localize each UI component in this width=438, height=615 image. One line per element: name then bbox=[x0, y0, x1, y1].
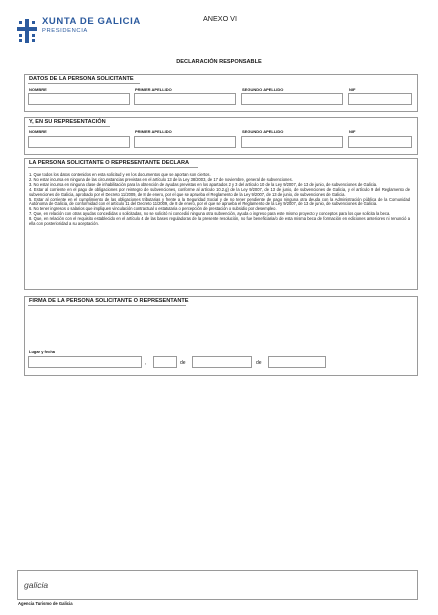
applicant-section-rule bbox=[28, 83, 140, 84]
document-title: DECLARACIÓN RESPONSABLE bbox=[176, 59, 262, 65]
applicant-first-surname-field[interactable] bbox=[134, 93, 236, 105]
representative-section-rule bbox=[28, 126, 110, 127]
representative-id-field[interactable] bbox=[348, 136, 412, 148]
declaration-item: 1. Que todos los datos contenidos en esta solicitud y en los documentos que se aportan son ciertos. bbox=[29, 172, 211, 177]
date-de-1: de bbox=[180, 360, 186, 366]
footer-frame bbox=[17, 570, 418, 600]
applicant-name-field[interactable] bbox=[28, 93, 130, 105]
date-de-2: de bbox=[256, 360, 262, 366]
place-date-label: Lugar y fecha bbox=[29, 349, 56, 354]
month-field[interactable] bbox=[192, 356, 252, 368]
galicia-logo: galicia bbox=[24, 580, 49, 590]
applicant-second-surname-field[interactable] bbox=[241, 93, 343, 105]
applicant-section-title: DATOS DE LA PERSONA SOLICITANTE bbox=[29, 76, 134, 82]
signature-section-rule bbox=[28, 305, 186, 306]
applicant-second-surname-label: SEGUNDO APELLIDO bbox=[242, 87, 284, 92]
footer-agency: Agencia Turismo de Galicia bbox=[18, 601, 73, 606]
declaration-item: 5. Estar al corriente en el cumplimiento de las obligaciones tributarias y frente a la Seguridad Social y de no tener pendiente de pago ninguna otra deuda con la Administración pública de la Comunidad Autónoma de Galicia, de conformidad con el artículo 11 del Decreto 11/2009, de 8 de enero, por el que se aprueba el Reglamento de la Ley 9/2007, de 13 de junio, de subvenciones de Galicia. bbox=[29, 196, 410, 207]
representative-first-surname-label: PRIMER APELLIDO bbox=[135, 129, 172, 134]
signature-section-title: FIRMA DE LA PERSONA SOLICITANTE O REPRESENTANTE bbox=[29, 298, 189, 304]
applicant-name-label: NOMBRE bbox=[29, 87, 47, 92]
org-unit: PRESIDENCIA bbox=[42, 28, 88, 34]
declaration-item: 3. No estar incursa en ninguna clase de inhabilitación para la obtención de ayudas previstas en los apartados 2 y 3 del artículo 10 de la Ley 9/2007, de 13 de junio, de subvenciones de Galicia. bbox=[29, 182, 378, 188]
applicant-first-surname-label: PRIMER APELLIDO bbox=[135, 87, 172, 92]
date-comma: , bbox=[145, 360, 147, 366]
declaration-section-rule bbox=[28, 167, 198, 168]
declaration-item: 6. No tener ingresos o salarios que impliquen vinculación contractual o estatutaria o percepción de prestación o subsidio por desempleo. bbox=[29, 206, 277, 212]
representative-id-label: NIF bbox=[349, 129, 356, 134]
representative-first-surname-field[interactable] bbox=[134, 136, 236, 148]
declaration-item: 8. Que, en relación con el requisito establecido en el artículo 4 de las bases reguladoras de la presente resolución, no fue beneficiaria/o de esta misma beca de formación en ediciones anteriores ni renunció a ella con posterioridad a su aceptación. bbox=[29, 216, 410, 226]
representative-section-title: Y, EN SU REPRESENTACIÓN bbox=[29, 119, 106, 125]
representative-name-label: NOMBRE bbox=[29, 129, 47, 134]
year-field[interactable] bbox=[268, 356, 326, 368]
declaration-section-title: LA PERSONA SOLICITANTE O REPRESENTANTE DECLARA bbox=[29, 160, 190, 166]
representative-second-surname-label: SEGUNDO APELLIDO bbox=[242, 129, 284, 134]
declaration-item: 7. Que, en relación con otras ayudas concedidas o solicitadas, no se solicitó ni concedió ninguna otra subvención, ayuda o ingreso para este mismo proyecto y conceptos para los que solicita la beca. bbox=[29, 211, 391, 217]
declaration-item: 2. No estar incursa en ninguna de las circunstancias previstas en el artículo 13 de la Ley 38/2003, de 17 de noviembre, general de subvenciones. bbox=[29, 177, 293, 183]
xunta-cross-icon bbox=[16, 18, 38, 44]
annex-label: ANEXO VI bbox=[203, 14, 237, 23]
place-field[interactable] bbox=[28, 356, 142, 368]
day-field[interactable] bbox=[153, 356, 177, 368]
representative-second-surname-field[interactable] bbox=[241, 136, 343, 148]
org-name: XUNTA DE GALICIA bbox=[42, 16, 141, 27]
representative-name-field[interactable] bbox=[28, 136, 130, 148]
applicant-id-label: NIF bbox=[349, 87, 356, 92]
declaration-list bbox=[29, 173, 410, 227]
declaration-item: 4. Estar al corriente en el pago de obligaciones por reintegro de subvenciones, conforme al artículo 10.2.g) de la Ley 9/2007, de 13 de junio, de subvenciones de Galicia, y el artículo 9 del Reglamento de subvenciones de Galicia, aprobado por el Decreto 11/2009, de 8 de enero, por el que se aprueba el Reglamento de la Ley 9/2007, de 13 de junio, de subvenciones de Galicia. bbox=[29, 187, 410, 197]
applicant-id-field[interactable] bbox=[348, 93, 412, 105]
